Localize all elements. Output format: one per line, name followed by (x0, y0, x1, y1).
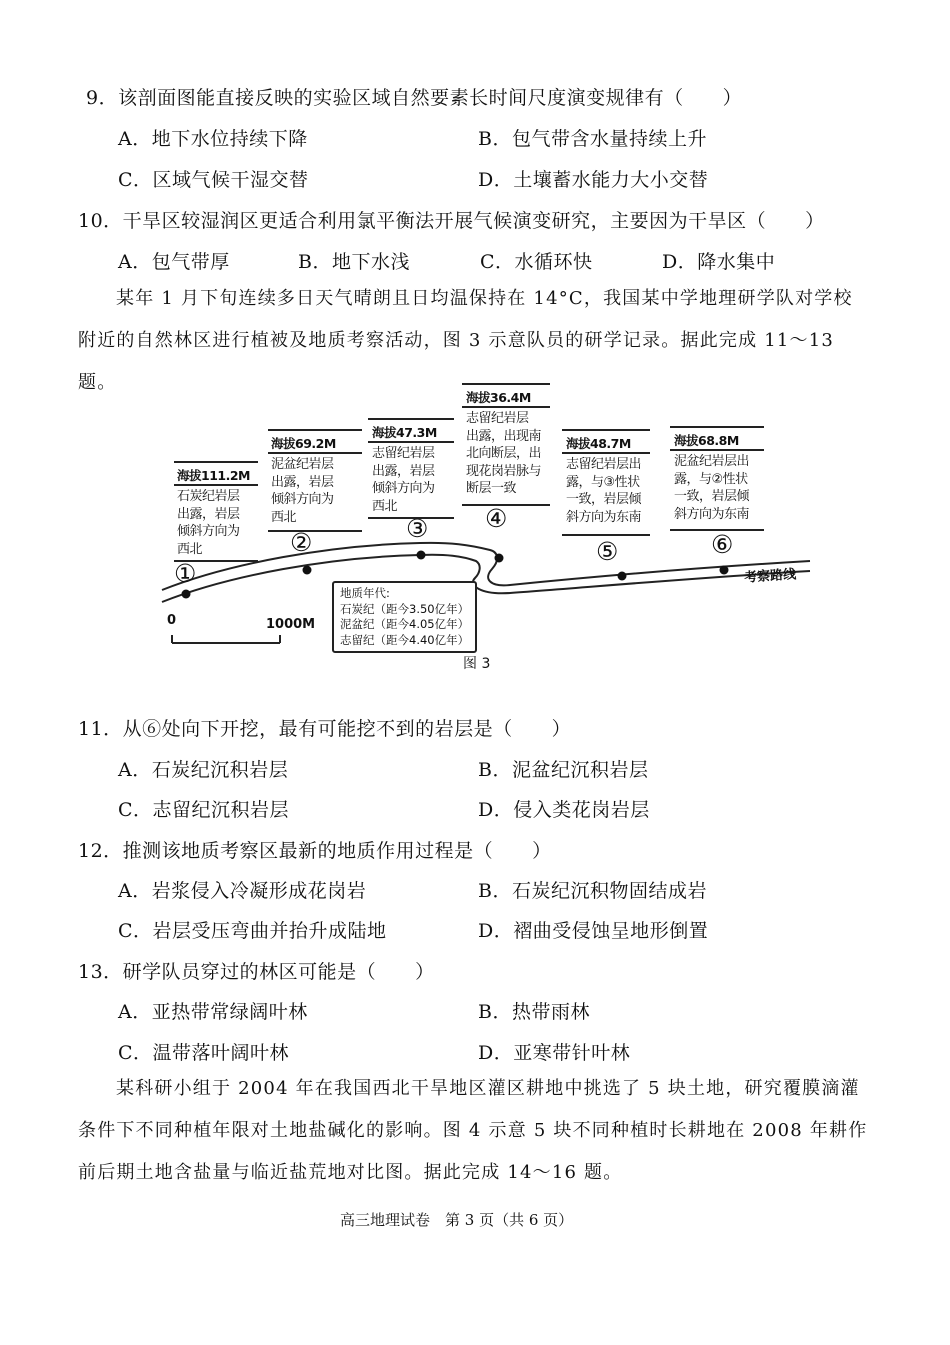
site-4-number: ④ (485, 504, 508, 533)
q9-option-d: D．土壤蓄水能力大小交替 (478, 169, 709, 191)
q12-stem: 12．推测该地质考察区最新的地质作用过程是（ ） (78, 840, 552, 862)
site-1-elevation: 海拔111.2M (177, 468, 250, 483)
q11-option-d: D．侵入类花岗岩层 (478, 799, 650, 821)
intro-paragraph-14-16: 某科研小组于 2004 年在我国西北干旱地区灌区耕地中挑选了 5 块土地，研究覆膜滴灌条件下不同种植年限对土地盐碱化的影响。图 4 示意 5 块不同种植时长耕地在 2008 年耕作前后期土地含盐量与临近盐荒地对比图。据此完成 14～16 题。 (78, 1078, 868, 1183)
site-2-description: 泥盆纪岩层 出露，岩层 倾斜方向为 西北 (271, 457, 334, 525)
page-footer: 高三地理试卷 第 3 页（共 6 页） (340, 1211, 574, 1229)
site-2-elevation: 海拔69.2M (271, 436, 336, 451)
q11-option-b: B．泥盆纪沉积岩层 (478, 759, 649, 781)
q13-option-b: B．热带雨林 (478, 1001, 590, 1023)
figure-caption: 图 3 (463, 656, 491, 672)
q10-option-b: B．地下水浅 (298, 251, 410, 273)
q12-option-c: C．岩层受压弯曲并抬升成陆地 (118, 920, 387, 942)
q10-option-d: D．降水集中 (662, 251, 776, 273)
q12-option-a: A．岩浆侵入冷凝形成花岗岩 (118, 880, 367, 902)
q13-option-a: A．亚热带常绿阔叶林 (118, 1001, 308, 1023)
site-3-number: ③ (406, 514, 429, 543)
q11-stem: 11．从⑥处向下开挖，最有可能挖不到的岩层是（ ） (78, 718, 572, 740)
q9-option-b: B．包气带含水量持续上升 (478, 128, 707, 150)
site-6-elevation: 海拔68.8M (674, 433, 739, 448)
scale-start-label: 0 (167, 613, 177, 628)
q9-option-a: A．地下水位持续下降 (118, 128, 308, 150)
site-3-description: 志留纪岩层 出露，岩层 倾斜方向为 西北 (372, 446, 435, 514)
site-5-elevation: 海拔48.7M (566, 436, 631, 451)
q10-stem: 10．干旱区较湿润区更适合利用氯平衡法开展气候演变研究，主要因为干旱区（ ） (78, 210, 825, 232)
legend-item-carboniferous: 石炭纪（距今3.50亿年） (340, 601, 470, 616)
q9-stem: 9．该剖面图能直接反映的实验区域自然要素长时间尺度演变规律有（ ） (86, 87, 743, 109)
legend-item-devonian: 泥盆纪（距今4.05亿年） (340, 617, 470, 631)
site-6-description: 泥盆纪岩层出 露，与②性状 一致，岩层倾 斜方向为东南 (674, 454, 750, 522)
site-5-dot (618, 572, 627, 581)
q10-option-a: A．包气带厚 (118, 251, 230, 273)
legend-item-silurian: 志留纪（距今4.40亿年） (340, 632, 470, 647)
site-5-description: 志留纪岩层出 露，与③性状 一致，岩层倾 斜方向为东南 (566, 457, 642, 525)
site-6-number: ⑥ (711, 530, 734, 559)
q9-option-c: C．区域气候干湿交替 (118, 169, 309, 191)
legend-title: 地质年代: (340, 586, 390, 600)
q13-option-d: D．亚寒带针叶林 (478, 1042, 631, 1064)
geologic-age-legend (332, 581, 477, 653)
figure-3-field-record (150, 375, 830, 675)
site-4-dot (495, 554, 504, 563)
q10-option-c: C．水循环快 (480, 251, 593, 273)
q13-option-c: C．温带落叶阔叶林 (118, 1042, 290, 1064)
site-4-elevation: 海拔36.4M (466, 390, 531, 405)
site-2-dot (303, 566, 312, 575)
route-label: 考察路线 (743, 567, 797, 586)
q11-option-a: A．石炭纪沉积岩层 (118, 759, 289, 781)
q13-stem: 13．研学队员穿过的林区可能是（ ） (78, 961, 435, 983)
site-3-dot (417, 551, 426, 560)
site-2-number: ② (290, 528, 313, 557)
q11-option-c: C．志留纪沉积岩层 (118, 799, 290, 821)
q12-option-b: B．石炭纪沉积物固结成岩 (478, 880, 707, 902)
scale-end-label: 1000M (266, 617, 316, 632)
site-1-description: 石炭纪岩层 出露，岩层 倾斜方向为 西北 (177, 489, 240, 557)
site-6-dot (720, 566, 729, 575)
site-4-description: 志留纪岩层 出露，出现南 北向断层，出 现花岗岩脉与 断层一致 (466, 411, 542, 496)
site-3-elevation: 海拔47.3M (372, 425, 437, 440)
site-1-number: ① (174, 559, 197, 588)
site-1-dot (182, 590, 191, 599)
scale-bar (172, 635, 280, 643)
intro-paragraph-11-13: 某年 1 月下旬连续多日天气晴朗且日均温保持在 14°C，我国某中学地理研学队对学校附近的自然林区进行植被及地质考察活动，图 3 示意队员的研学记录。据此完成 11～13 题。 (78, 288, 853, 393)
site-5-number: ⑤ (596, 537, 619, 566)
q12-option-d: D．褶曲受侵蚀呈地形倒置 (478, 920, 709, 942)
